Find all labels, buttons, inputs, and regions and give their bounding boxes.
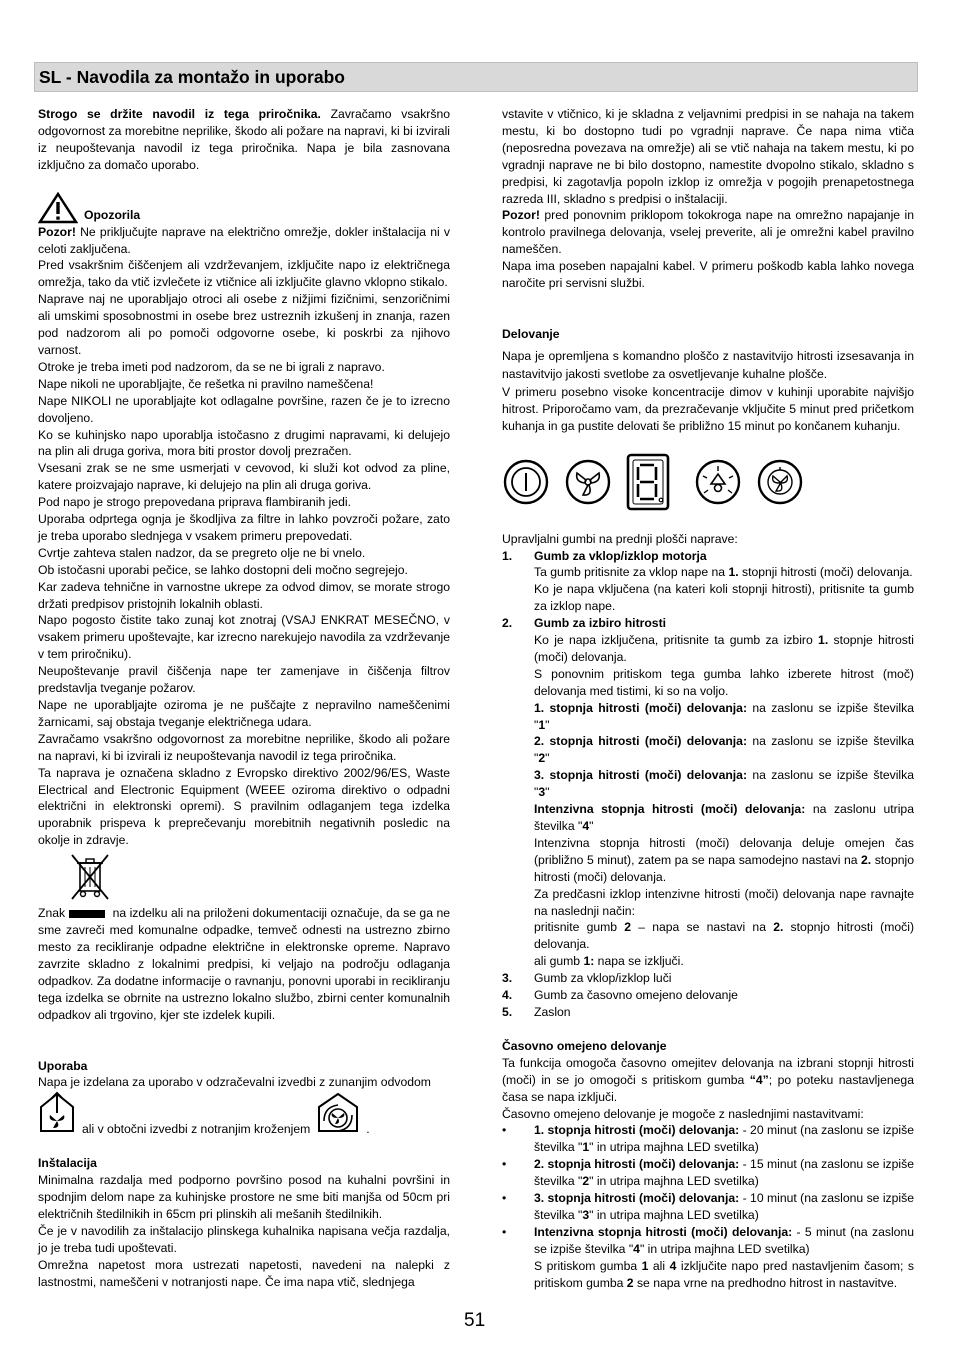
- warning-item: Ko se kuhinjsko napo uporablja istočasno z drugimi napravami, ki delujejo na plin ali druga goriva, mora biti prostor dovolj prezračen.: [38, 427, 450, 459]
- warning-item: Vsesani zrak se ne sme usmerjati v cevovod, ki služi kot odvod za pline, katere proizvajajo naprave, ki delujejo na plin ali druga goriva.: [38, 461, 450, 493]
- instalacija-p4: vstavite v vtičnico, ki je skladna z veljavnimi predpisi in se nahaja na takem mestu, ki bo dostopno tudi po vgradnji naprave. Če napa nima vtiča (neposredna povezava na omrežje) ali se vtič nahaja na takem mestu, ki po vgradnji naprave ne bi bilo dostopno, namestite dvopolno stikalo, skladno s predpisi, ki zagotavlja popoln izklop iz omrežja v pogojih prenapetostnega razreda III, skladno s predpisi o inštalaciji.: [502, 107, 914, 206]
- light-button-icon: [694, 458, 742, 511]
- warning-item: Nape NIKOLI ne uporabljajte kot odlagalne površine, razen če je to izrecno dovoljeno.: [38, 393, 450, 425]
- recirculating-hood-icon: [316, 1091, 360, 1138]
- warning-item: Otroke je treba imeti pod nadzorom, da se ne bi igrali z napravo.: [38, 359, 385, 374]
- fan-button-icon: [564, 458, 612, 511]
- weee-black-bar: [69, 910, 105, 918]
- casovno-title: Časovno omejeno delovanje: [502, 1038, 667, 1053]
- ducted-hood-icon: [38, 1091, 76, 1138]
- weee-bin-icon: [68, 853, 112, 901]
- list-item: 4. Gumb za časovno omejeno delovanje: [502, 988, 738, 1003]
- warnings-title: Opozorila: [84, 207, 141, 222]
- casovno-p1: Ta funkcija omogoča časovno omejitev delovanja na izbrani stopnji hitrosti (moči) in se jo omogoči s pritiskom gumba “4”; po poteku nastavljenega časa se napa izključi.: [502, 1055, 914, 1104]
- warning-item: Ta naprava je označena skladno z Evropsko direktivo 2002/96/ES, Waste Electrical and Electronic Equipment (WEEE oziroma direktivo o odpadni električni in elektronski opremi). S pravilnim odlaganjem tega izdelka uporabnik prispeva k preprečevanju morebitnih negativnih posledic na okolje in zdravje.: [38, 765, 450, 848]
- instalacija-title: Inštalacija: [38, 1156, 97, 1171]
- delovanje-title: Delovanje: [502, 326, 560, 341]
- intro-paragraph: Strogo se držite navodil iz tega priročnika. Zavračamo vsakršno odgovornost za morebitne neprilike, škodo ali požare na napravi, ki bi izvirali iz neupoštevanja navodil iz tega priročnika. Napa je bila zasnovana izključno za domačo uporabo.: [38, 107, 451, 172]
- timer-fan-button-icon: [756, 458, 804, 511]
- uporaba-text1: Napa je izdelana za uporabo v odzračevalni izvedbi z zunanjim odvodom: [38, 1075, 431, 1090]
- left-column: [38, 106, 450, 1290]
- controls-list-3: [502, 970, 914, 1021]
- list-item: • 3. stopnja hitrosti (moči) delovanja: - 10 minut (na zaslonu se izpiše številka "3" in utripa majhna LED svetilka): [502, 1191, 914, 1222]
- weee-paragraph: Znak na izdelku ali na priloženi dokumentaciji označuje, da se ga ne sme zavreči med komunalne odpadke, temveč odnesti na ustrezno zbirno mesto za recikliranje odpadne električne in elektronske opreme. Napravo zavrzite skladno z lokalnimi predpisi, ki veljajo na področju odlaganja odpadkov. Za dodatne informacije o ravnanju, ponovni uporabi in recikliranju tega izdelka se obrnite na ustrezno lokalno službo, zbirni center komunalnih odpadkov ali trgovino, kjer ste izdelek kupili.: [38, 906, 450, 1022]
- item1-description: Ta gumb pritisnite za vklop nape na 1. stopnji hitrosti (moči) delovanja. Ko je napa vključena (na kateri koli stopnji hitrosti), pritisnite ta gumb za izklop nape.: [534, 565, 914, 614]
- instalacija-pozor: Pozor! pred ponovnim priklopom tokokroga nape na omrežno napajanje in kontrolo pravilnega delovanja, vselej preverite, ali je omrežni kabel pravilno nameščen.: [502, 208, 914, 257]
- list-item: 5. Zaslon: [502, 1004, 571, 1019]
- warning-item: Neupoštevanje pravil čiščenja nape ter zamenjave in čiščenja filtrov predstavlja tveganje požarov.: [38, 664, 450, 696]
- uporaba-text2: ali v obtočni izvedbi z notranjim kroženjem: [82, 1122, 311, 1137]
- list-item: 3. Gumb za vklop/izklop luči: [502, 971, 672, 986]
- instalacija-p1: Minimalna razdalja med podporno površino posod na kuhalni površini in spodnjim delom nape za kuhinjske prostore ne sme biti manjša od 50cm pri električnih štedilnikih in 65cm pri plinskih ali mešanih štedilnikih.: [38, 1173, 450, 1221]
- warning-item: Zavračamo vsakršno odgovornost za morebitne neprilike, škodo ali požare na napravi, ki bi izvirali iz neupoštevanja navodil iz tega priročnika.: [38, 731, 450, 763]
- section-header: [34, 62, 918, 92]
- warning-item: Cvrtje zahteva stalen nadzor, da se pregreto olje ne bi vnelo.: [38, 545, 366, 560]
- warning-item: Ob istočasni uporabi pečice, se lahko dostopni deli močno segrejejo.: [38, 562, 408, 577]
- instalacija-p2: Če je v navodilih za inštalacijo plinskega kuhalnika napisana večja razdalja, jo je treba tudi upoštevati.: [38, 1223, 450, 1255]
- controls-list-2: [502, 615, 914, 632]
- timer-settings-list: [502, 1122, 914, 1291]
- page-number: 51: [464, 1310, 486, 1331]
- uporaba-text3: .: [366, 1122, 370, 1137]
- seven-segment-display-icon: [626, 453, 670, 516]
- warning-item: Pod napo je strogo prepovedana priprava flambiranih jedi.: [38, 495, 352, 510]
- list-item: 2. Gumb za izbiro hitrosti: [502, 616, 667, 631]
- warning-item: Pred vsakršnim čiščenjem ali vzdrževanjem, izključite napo iz električnega omrežja, tako da vtič izvlečete iz vtičnice ali izključite glavno vklopno stikalo.: [38, 258, 450, 290]
- list-item: • 1. stopnja hitrosti (moči) delovanja: - 20 minut (na zaslonu se izpiše številka "1" in utripa majhna LED svetilka): [502, 1123, 914, 1155]
- uporaba-title: Uporaba: [38, 1058, 88, 1073]
- warning-item: Nape ne uporabljajte oziroma je ne puščajte z nepravilno nameščenimi žarnicami, saj obstaja tveganje električnega udara.: [38, 698, 450, 729]
- warning-item: Nape nikoli ne uporabljajte, če rešetka ni pravilno nameščena!: [38, 376, 374, 391]
- instalacija-p5: Napa ima poseben napajalni kabel. V primeru poškodb kabla lahko novega naročite pri servisni službi.: [502, 259, 914, 291]
- casovno-p2: Časovno omejeno delovanje je mogoče z naslednjimi nastavitvami:: [502, 1106, 864, 1121]
- list-item: • 2. stopnja hitrosti (moči) delovanja: - 15 minut (na zaslonu se izpiše številka "2" in utripa majhna LED svetilka): [502, 1157, 914, 1189]
- delovanje-p1: Napa je opremljena s komandno ploščo z nastavitvijo hitrosti izsesavanja in nastavitvijo jakosti svetlobe za osvetljevanje kuhalne plošče.: [502, 348, 914, 382]
- uporaba-symbols: [38, 1091, 450, 1138]
- controls-list: [502, 548, 914, 565]
- warning-pozor: Pozor! Ne priključujte naprave na električno omrežje, dokler inštalacija ni v celoti zaključena.: [38, 224, 450, 256]
- warnings-heading: [38, 192, 450, 224]
- list-item: • Intenzivna stopnja hitrosti (moči) delovanja: - 5 minut (na zaslonu se izpiše številka "4" in utripa majhna LED svetilka) S pritiskom gumba 1 ali 4 izključite napo pred nastavljenim časom; s pritiskom gumba 2 se napa vrne na predhodno hitrost in nastavitve.: [502, 1224, 914, 1290]
- warning-item: Naprave naj ne uporabljajo otroci ali osebe z nižjimi fizičnimi, senzoričnimi ali umskimi sposobnostmi in osebe brez ustreznih izkušenj in znanja, razen pod nadzorom ali po pomoči odgovorne osebe, ki poskrbi za njihovo varnost.: [38, 292, 450, 357]
- warning-item: Napo pogosto čistite tako zunaj kot znotraj (VSAJ ENKRAT MESEČNO, v vsakem primeru upoštevajte, kar izrecno narekujejo navodila za vzdrževanje v tem priročniku).: [38, 613, 450, 662]
- warning-triangle-icon: [38, 192, 78, 224]
- item2-description: Ko je napa izključena, pritisnite ta gumb za izbiro 1. stopnje hitrosti (moči) delovanja. S ponovnim pritiskom tega gumba lahko izberete hitrost (moč) delovanja med tistimi, ki so na voljo. 1. stopnja hitrosti (moči) delovanja: na zaslonu se izpiše številka "1" 2. stopnja hitrosti (moči) delovanja: na zaslonu se izpiše številka "2" 3. stopnja hitrosti (moči) delovanja: na zaslonu se izpiše številka "3" Intenzivna stopnja hitrosti (moči) delovanja: na zaslonu utripa številka "4" Intenzivna stopnja hitrosti (moči) delovanja deluje omejen čas (približno 5 minut), zatem pa se napa samodejno nastavi na 2. stopnjo hitrosti (moči) delovanja. Za predčasni izklop intenzivne hitrosti (moči) delovanja nape ravnajte na naslednji način: pritisnite gumb 2 – napa se nastavi na 2. stopnjo hitrosti (moči) delovanja. ali gumb 1: napa se izključi.: [534, 633, 915, 969]
- right-column: [502, 106, 914, 1291]
- warning-item: Kar zadeva tehnične in varnostne ukrepe za odvod dimov, se morate strogo držati predpisov pristojnih lokalnih oblasti.: [38, 579, 450, 611]
- weee-symbol: [68, 853, 450, 901]
- list-item: 1. Gumb za vklop/izklop motorja: [502, 548, 707, 563]
- power-button-icon: [502, 458, 550, 511]
- instalacija-p3: Omrežna napetost mora ustrezati napetosti, navedeni na nalepki z lastnostmi, nameščeni v notranjosti nape. Če ima napa vtič, slednjega: [38, 1257, 450, 1289]
- delovanje-p2: V primeru posebno visoke koncentracije dimov v kuhinji uporabite najvišjo hitrost. Priporočamo vam, da prezračevanje vključite 5 minut pred pričetkom kuhanja in ga pustite delovati še približno 15 minut po končanem kuhanju.: [502, 384, 914, 433]
- controls-intro: Upravljalni gumbi na prednji plošči naprave:: [502, 531, 738, 546]
- warning-item: Uporaba odprtega ognja je škodljiva za filtre in lahko povzroči požare, zato je treba uporabo slednjega v vsakem primeru prepovedati.: [38, 512, 450, 543]
- page-title: SL - Navodila za montažo in uporabo: [39, 67, 345, 87]
- control-panel-illustration: [502, 455, 914, 515]
